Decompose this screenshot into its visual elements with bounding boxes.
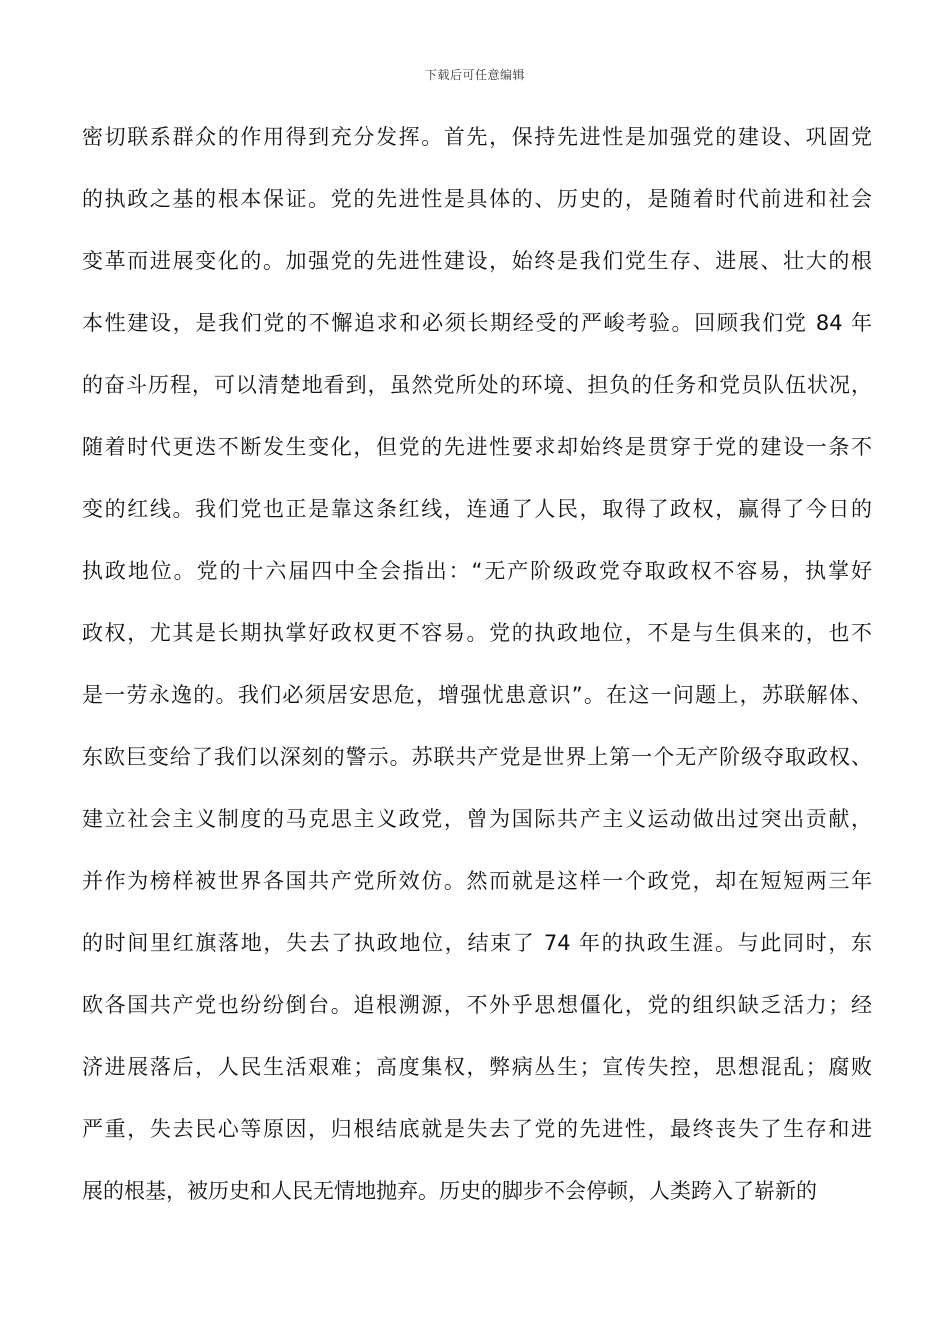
text-line: 密切联系群众的作用得到充分发挥。首先，保持先进性是加强党的建设、巩固党: [82, 125, 872, 149]
page-header: 下载后可任意编辑: [424, 68, 525, 82]
text-line: 执政地位。党的十六届四中全会指出：“无产阶级政党夺取政权不容易，执掌好: [82, 559, 872, 583]
text-line: 变的红线。我们党也正是靠这条红线，连通了人民，取得了政权，赢得了今日的: [82, 497, 872, 521]
text-line: 东欧巨变给了我们以深刻的警示。苏联共产党是世界上第一个无产阶级夺取政权、: [82, 745, 872, 769]
text-line: 并作为榜样被世界各国共产党所效仿。然而就是这样一个政党，却在短短两三年: [82, 869, 872, 893]
text-line: 的时间里红旗落地，失去了执政地位，结束了 74 年的执政生涯。与此同时，东: [82, 931, 872, 955]
text-line: 是一劳永逸的。我们必须居安思危，增强忧患意识”。在这一问题上，苏联解体、: [82, 683, 872, 707]
body-text: [82, 118, 872, 1234]
text-line: 建立社会主义制度的马克思主义政党，曾为国际共产主义运动做出过突出贡献，: [82, 807, 872, 831]
text-line: 严重，失去民心等原因，归根结底就是失去了党的先进性，最终丧失了生存和进: [82, 1117, 872, 1141]
text-line: 的执政之基的根本保证。党的先进性是具体的、历史的，是随着时代前进和社会: [82, 187, 872, 211]
text-line: 欧各国共产党也纷纷倒台。追根溯源，不外乎思想僵化，党的组织缺乏活力；经: [82, 993, 872, 1017]
text-line: 的奋斗历程，可以清楚地看到，虽然党所处的环境、担负的任务和党员队伍状况，: [82, 373, 872, 397]
text-line: 本性建设，是我们党的不懈追求和必须长期经受的严峻考验。回顾我们党 84 年: [82, 311, 872, 335]
text-line: 随着时代更迭不断发生变化，但党的先进性要求却始终是贯穿于党的建设一条不: [82, 435, 872, 459]
text-line: 济进展落后，人民生活艰难；高度集权，弊病丛生；宣传失控，思想混乱；腐败: [82, 1055, 872, 1079]
text-line: 变革而进展变化的。加强党的先进性建设，始终是我们党生存、进展、壮大的根: [82, 249, 872, 273]
text-line: 展的根基，被历史和人民无情地抛弃。历史的脚步不会停顿，人类跨入了崭新的: [82, 1179, 817, 1203]
text-line: 政权，尤其是长期执掌好政权更不容易。党的执政地位，不是与生俱来的，也不: [82, 621, 872, 645]
